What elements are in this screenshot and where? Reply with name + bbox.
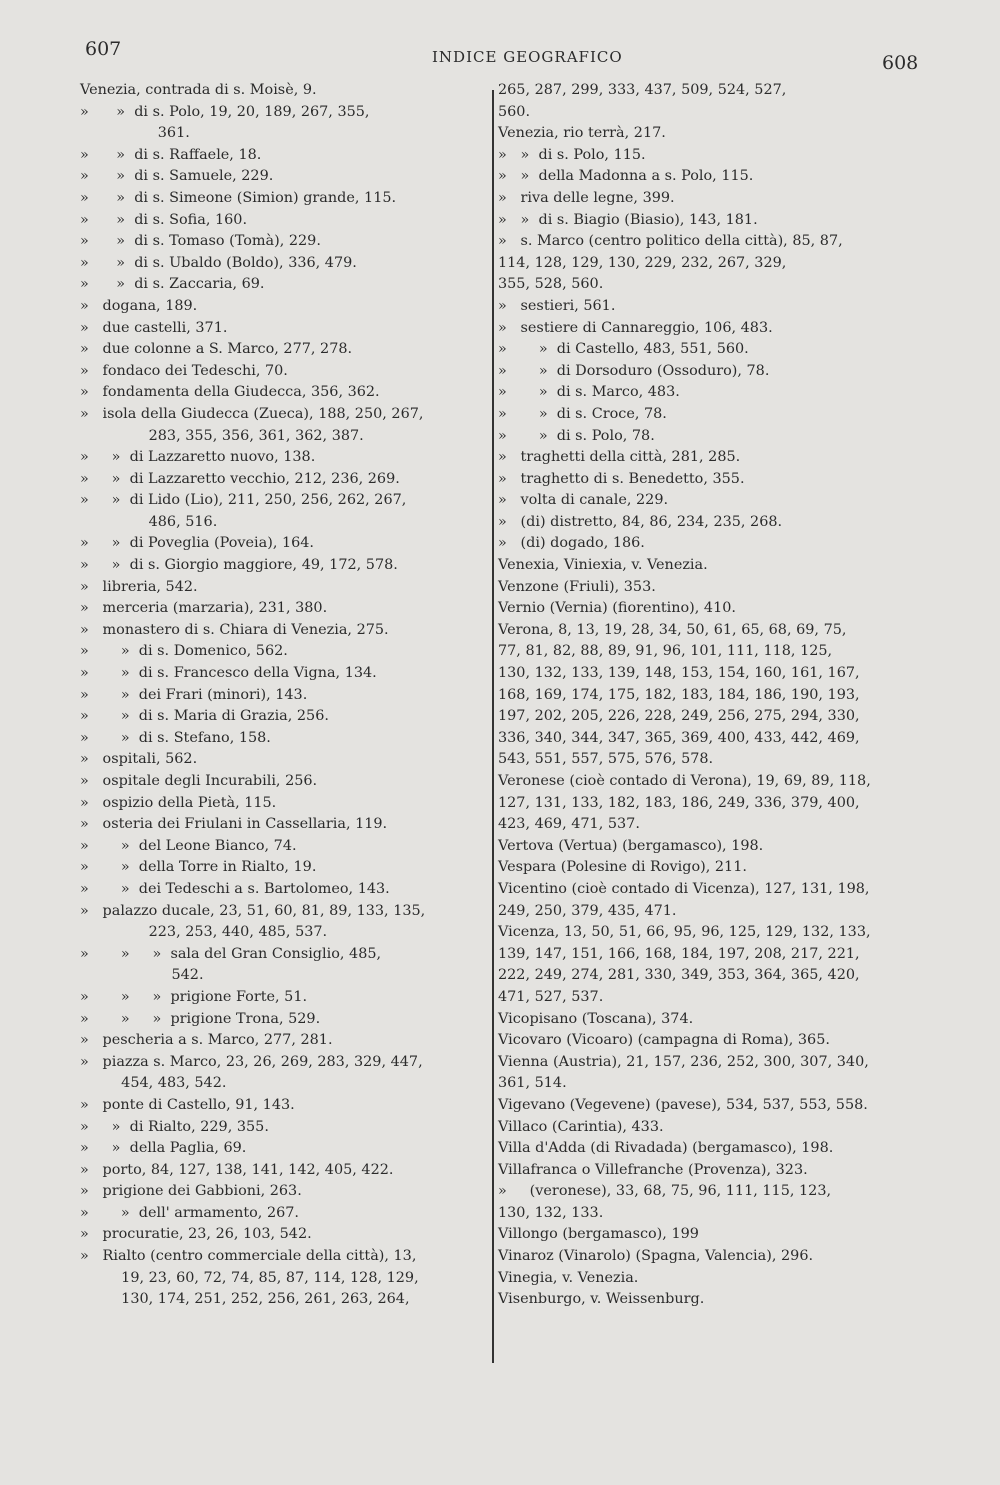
index-line: » traghetto di s. Benedetto, 355. xyxy=(498,470,745,487)
index-line: 283, 355, 356, 361, 362, 387. xyxy=(80,427,364,444)
index-line: » » di s. Samuele, 229. xyxy=(80,168,274,185)
index-line: » » di s. Raffaele, 18. xyxy=(80,146,262,163)
index-line: » » di s. Francesco della Vigna, 134. xyxy=(80,665,377,682)
index-line: » » di s. Domenico, 562. xyxy=(80,643,288,660)
left-column xyxy=(80,80,488,1311)
index-line: » » di Rialto, 229, 355. xyxy=(80,1118,269,1135)
index-line: Vicovaro (Vicoaro) (campagna di Roma), 365. xyxy=(498,1032,830,1049)
index-line: » isola della Giudecca (Zueca), 188, 250, 267, xyxy=(80,405,424,422)
index-line: Villa d'Adda (di Rivadada) (bergamasco), 198. xyxy=(498,1140,834,1157)
index-line: 423, 469, 471, 537. xyxy=(498,816,640,833)
index-line: 197, 202, 205, 226, 228, 249, 256, 275, 294, 330, xyxy=(498,708,860,725)
index-line: » fondaco dei Tedeschi, 70. xyxy=(80,362,288,379)
index-line: Vernio (Vernia) (fiorentino), 410. xyxy=(498,600,736,617)
index-line: Vertova (Vertua) (bergamasco), 198. xyxy=(498,837,764,854)
index-line: 336, 340, 344, 347, 365, 369, 400, 433, 442, 469, xyxy=(498,729,860,746)
index-line: » » di s. Maria di Grazia, 256. xyxy=(80,708,329,725)
index-line: » » di Castello, 483, 551, 560. xyxy=(498,341,749,358)
index-line: Vinaroz (Vinarolo) (Spagna, Valencia), 296. xyxy=(498,1248,814,1265)
index-line: » » di s. Stefano, 158. xyxy=(80,729,271,746)
index-line: » ospizio della Pietà, 115. xyxy=(80,794,277,811)
index-line: » (di) dogado, 186. xyxy=(498,535,645,552)
index-line: » piazza s. Marco, 23, 26, 269, 283, 329, 447, xyxy=(80,1053,423,1070)
index-line: » » di s. Giorgio maggiore, 49, 172, 578. xyxy=(80,557,398,574)
index-line: » dogana, 189. xyxy=(80,297,198,314)
index-line: 130, 174, 251, 252, 256, 261, 263, 264, xyxy=(80,1291,410,1308)
index-line: 77, 81, 82, 88, 89, 91, 96, 101, 111, 118, 125, xyxy=(498,643,833,660)
index-line: » ospitali, 562. xyxy=(80,751,198,768)
index-line: Villaco (Carintia), 433. xyxy=(498,1118,664,1135)
index-line: 543, 551, 557, 575, 576, 578. xyxy=(498,751,714,768)
index-line: 486, 516. xyxy=(80,513,218,530)
index-line: » palazzo ducale, 23, 51, 60, 81, 89, 133, 135, xyxy=(80,902,426,919)
index-line: 114, 128, 129, 130, 229, 232, 267, 329, xyxy=(498,254,787,271)
index-line: » » » prigione Trona, 529. xyxy=(80,1010,321,1027)
index-line: 222, 249, 274, 281, 330, 349, 353, 364, 365, 420, xyxy=(498,967,860,984)
index-line: » (di) distretto, 84, 86, 234, 235, 268. xyxy=(498,513,783,530)
index-line: » » di Lazzaretto nuovo, 138. xyxy=(80,449,316,466)
index-line: » » di s. Simeone (Simion) grande, 115. xyxy=(80,189,397,206)
index-line: » » di s. Polo, 19, 20, 189, 267, 355, xyxy=(80,103,370,120)
index-line: » » di Lido (Lio), 211, 250, 256, 262, 267, xyxy=(80,492,407,509)
index-line: 560. xyxy=(498,103,531,120)
index-line: » » di s. Zaccaria, 69. xyxy=(80,276,265,293)
index-line: » » di s. Ubaldo (Boldo), 336, 479. xyxy=(80,254,357,271)
index-line: » prigione dei Gabbioni, 263. xyxy=(80,1183,302,1200)
index-line: 127, 131, 133, 182, 183, 186, 249, 336, 379, 400, xyxy=(498,794,860,811)
index-line: » » di s. Sofia, 160. xyxy=(80,211,248,228)
index-line: Vienna (Austria), 21, 157, 236, 252, 300, 307, 340, xyxy=(498,1053,869,1070)
index-line: Vigevano (Vegevene) (pavese), 534, 537, 553, 558. xyxy=(498,1096,868,1113)
index-line: » sestieri, 561. xyxy=(498,297,616,314)
index-line: » » di Lazzaretto vecchio, 212, 236, 269. xyxy=(80,470,400,487)
index-line: » » » prigione Forte, 51. xyxy=(80,988,308,1005)
index-line: » » della Paglia, 69. xyxy=(80,1140,247,1157)
index-line: » ospitale degli Incurabili, 256. xyxy=(80,773,318,789)
index-line: » traghetti della città, 281, 285. xyxy=(498,449,741,466)
index-line: » » di s. Polo, 115. xyxy=(498,146,646,163)
index-line: Vinegia, v. Venezia. xyxy=(498,1269,639,1286)
index-line: Veronese (cioè contado di Verona), 19, 69, 89, 118, xyxy=(498,773,871,789)
index-line: Verona, 8, 13, 19, 28, 34, 50, 61, 65, 68, 69, 75, xyxy=(498,621,847,638)
running-title: INDICE GEOGRAFICO xyxy=(432,48,623,66)
index-line: » Rialto (centro commerciale della città), 13, xyxy=(80,1248,417,1265)
index-line: » » » sala del Gran Consiglio, 485, xyxy=(80,945,382,962)
index-line: Visenburgo, v. Weissenburg. xyxy=(498,1291,705,1308)
index-line: Vicenza, 13, 50, 51, 66, 95, 96, 125, 129, 132, 133, xyxy=(498,924,871,941)
index-line: » » di s. Marco, 483. xyxy=(498,384,680,401)
column-divider xyxy=(492,90,494,1363)
index-line: » » di s. Polo, 78. xyxy=(498,427,655,444)
index-line: Vicopisano (Toscana), 374. xyxy=(498,1010,694,1027)
index-line: 361, 514. xyxy=(498,1075,567,1092)
index-line: » riva delle legne, 399. xyxy=(498,189,675,206)
index-line: Villongo (bergamasco), 199 xyxy=(498,1226,699,1243)
index-line: 361. xyxy=(80,125,190,142)
index-line: » pescheria a s. Marco, 277, 281. xyxy=(80,1032,333,1049)
index-line: » osteria dei Friulani in Cassellaria, 119. xyxy=(80,816,388,833)
index-line: » due colonne a S. Marco, 277, 278. xyxy=(80,341,353,358)
index-line: » » del Leone Bianco, 74. xyxy=(80,837,297,854)
index-line: 542. xyxy=(80,967,204,984)
index-line: Venezia, rio terrà, 217. xyxy=(498,125,666,142)
index-line: » » della Torre in Rialto, 19. xyxy=(80,859,317,876)
index-line: Venezia, contrada di s. Moisè, 9. xyxy=(80,82,317,98)
index-line: » procuratie, 23, 26, 103, 542. xyxy=(80,1226,312,1243)
index-line: » » di s. Tomaso (Tomà), 229. xyxy=(80,233,321,250)
index-line: 454, 483, 542. xyxy=(80,1075,227,1092)
index-line: » » della Madonna a s. Polo, 115. xyxy=(498,168,754,185)
index-line: 223, 253, 440, 485, 537. xyxy=(80,924,328,941)
index-line: » merceria (marzaria), 231, 380. xyxy=(80,600,328,617)
index-line: » » dei Tedeschi a s. Bartolomeo, 143. xyxy=(80,880,390,897)
index-line: 130, 132, 133. xyxy=(498,1204,604,1221)
index-line: Vespara (Polesine di Rovigo), 211. xyxy=(498,859,747,876)
index-line: » ponte di Castello, 91, 143. xyxy=(80,1096,295,1113)
index-line: 471, 527, 537. xyxy=(498,988,604,1005)
index-line: » » dell' armamento, 267. xyxy=(80,1204,299,1221)
index-line: » monastero di s. Chiara di Venezia, 275. xyxy=(80,621,389,638)
index-line: » » dei Frari (minori), 143. xyxy=(80,686,308,703)
index-line: 130, 132, 133, 139, 148, 153, 154, 160, 161, 167, xyxy=(498,665,860,682)
index-line: 139, 147, 151, 166, 168, 184, 197, 208, 217, 221, xyxy=(498,945,860,962)
index-line: 249, 250, 379, 435, 471. xyxy=(498,902,677,919)
index-line: » » di Dorsoduro (Ossoduro), 78. xyxy=(498,362,770,379)
index-line: » s. Marco (centro politico della città), 85, 87, xyxy=(498,233,843,250)
index-line: Venzone (Friuli), 353. xyxy=(498,578,656,595)
index-line: » sestiere di Cannareggio, 106, 483. xyxy=(498,319,773,336)
index-line: » (veronese), 33, 68, 75, 96, 111, 115, 123, xyxy=(498,1183,832,1200)
index-line: 168, 169, 174, 175, 182, 183, 184, 186, 190, 193, xyxy=(498,686,860,703)
right-column xyxy=(498,80,923,1311)
page-number-right: 608 xyxy=(882,52,919,74)
index-line: 265, 287, 299, 333, 437, 509, 524, 527, xyxy=(498,82,787,98)
index-line: 19, 23, 60, 72, 74, 85, 87, 114, 128, 129, xyxy=(80,1269,419,1286)
index-line: » volta di canale, 229. xyxy=(498,492,669,509)
page-number-left: 607 xyxy=(85,38,122,60)
index-line: » » di s. Biagio (Biasio), 143, 181. xyxy=(498,211,758,228)
index-line: » porto, 84, 127, 138, 141, 142, 405, 422. xyxy=(80,1161,394,1178)
index-line: » due castelli, 371. xyxy=(80,319,228,336)
index-line: » fondamenta della Giudecca, 356, 362. xyxy=(80,384,380,401)
index-line: Venexia, Viniexia, v. Venezia. xyxy=(498,557,708,574)
index-line: 355, 528, 560. xyxy=(498,276,604,293)
index-line: Villafranca o Villefranche (Provenza), 323. xyxy=(498,1161,808,1178)
index-line: » » di Poveglia (Poveia), 164. xyxy=(80,535,315,552)
index-line: » libreria, 542. xyxy=(80,578,198,595)
index-line: Vicentino (cioè contado di Vicenza), 127, 131, 198, xyxy=(498,880,870,897)
index-line: » » di s. Croce, 78. xyxy=(498,405,667,422)
